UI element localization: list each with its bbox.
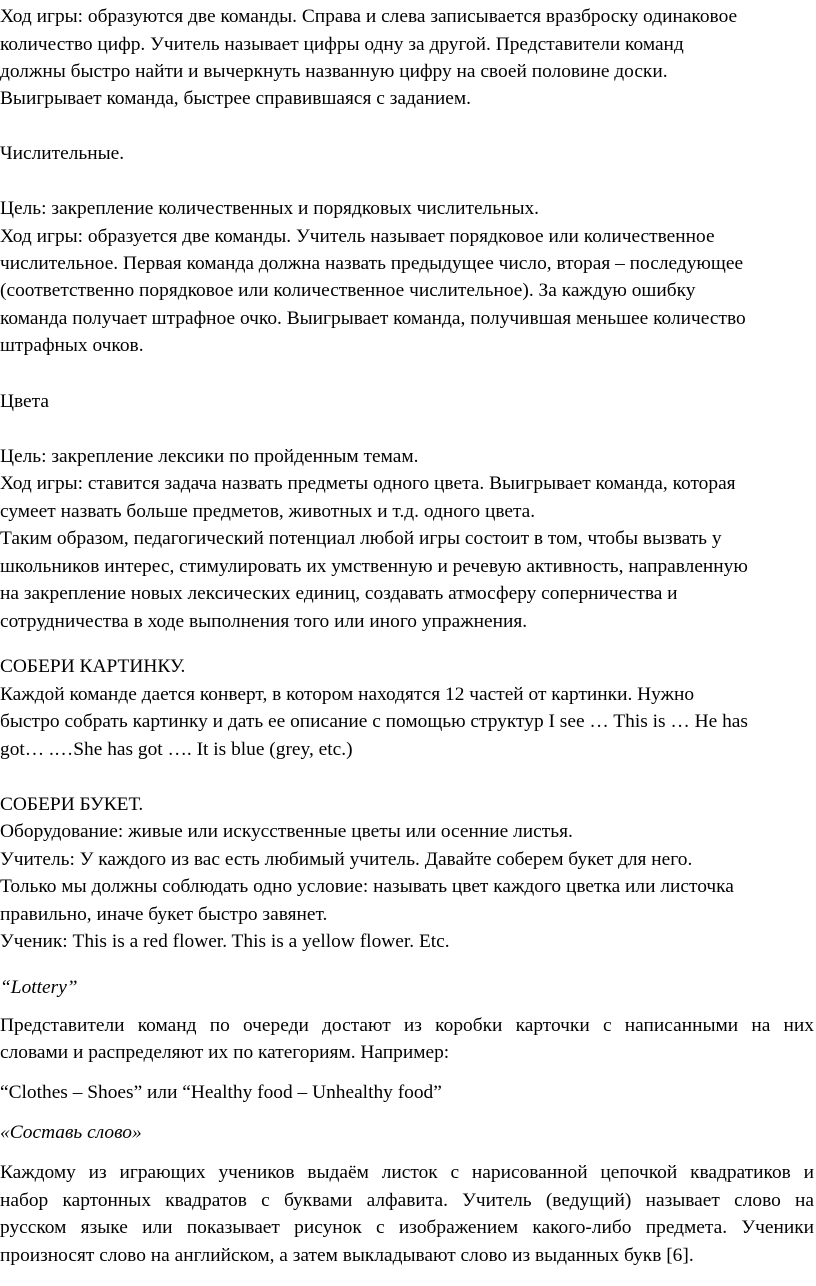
text-line: Учитель: У каждого из вас есть любимый учитель. Давайте соберем букет для него. — [0, 849, 693, 870]
text-line: количество цифр. Учитель называет цифры одну за другой. Представители команд — [0, 34, 684, 55]
text-line: Ход игры: ставится задача назвать предметы одного цвета. Выигрывает команда, которая — [0, 473, 736, 494]
text-line: got… .…She has got …. It is blue (grey, etc.) — [0, 739, 353, 760]
text-line: “Clothes – Shoes” или “Healthy food – Unhealthy food” — [0, 1082, 442, 1103]
text-line: произносят слово на английском, а затем выкладывают слово из выданных букв [6]. — [0, 1245, 694, 1266]
text-line: Цель: закрепление количественных и порядковых числительных. — [0, 198, 540, 219]
text-line: должны быстро найти и вычеркнуть названную цифру на своей половине доски. — [0, 61, 668, 82]
text-line: русском языке или показывает рисунок с изображением какого-либо предмета. Ученики — [0, 1217, 814, 1238]
text-line: Выигрывает команда, быстрее справившаяся с заданием. — [0, 88, 471, 109]
text-line: быстро собрать картинку и дать ее описание с помощью структур I see … This is … He has — [0, 711, 748, 732]
text-line: набор картонных квадратов с буквами алфавита. Учитель (ведущий) называет слово на — [0, 1190, 814, 1211]
text-line: команда получает штрафное очко. Выигрывает команда, получившая меньшее количество — [0, 308, 746, 329]
text-line: Цель: закрепление лексики по пройденным темам. — [0, 446, 419, 467]
text-line: школьников интерес, стимулировать их умственную и речевую активность, направленную — [0, 556, 748, 577]
text-line: (соответственно порядковое или количественное числительное). За каждую ошибку — [0, 280, 696, 301]
text-line: сотрудничества в ходе выполнения того или иного упражнения. — [0, 611, 528, 632]
text-line: сумеет назвать больше предметов, животных и т.д. одного цвета. — [0, 501, 536, 522]
text-line: Цвета — [0, 391, 49, 412]
text-line: Каждой команде дается конверт, в котором находятся 12 частей от картинки. Нужно — [0, 684, 695, 705]
text-line: Ход игры: образуется две команды. Учитель называет порядковое или количественное — [0, 226, 715, 247]
text-line: Числительные. — [0, 143, 125, 164]
text-line: Ученик: This is a red flower. This is a yellow flower. Etc. — [0, 931, 450, 952]
text-line: СОБЕРИ КАРТИНКУ. — [0, 656, 186, 677]
text-line: числительное. Первая команда должна назвать предыдущее число, вторая – последующее — [0, 253, 744, 274]
text-line: штрафных очков. — [0, 335, 144, 356]
text-line: Таким образом, педагогический потенциал любой игры состоит в том, чтобы вызвать у — [0, 528, 722, 549]
text-line: на закрепление новых лексических единиц, создавать атмосферу соперничества и — [0, 583, 678, 604]
text-line: Оборудование: живые или искусственные цветы или осенние листья. — [0, 821, 573, 842]
text-line: словами и распределяют их по категориям. Например: — [0, 1042, 450, 1063]
text-line: “Lottery” — [0, 977, 78, 998]
text-line: Каждому из играющих учеников выдаём листок с нарисованной цепочкой квадратиков и — [0, 1162, 814, 1183]
text-line: Ход игры: образуются две команды. Справа и слева записывается вразброску одинаковое — [0, 6, 738, 27]
text-line: правильно, иначе букет быстро завянет. — [0, 904, 328, 925]
text-line: Только мы должны соблюдать одно условие: называть цвет каждого цветка или листочка — [0, 876, 734, 897]
text-line: Представители команд по очереди достают из коробки карточки с написанными на них — [0, 1015, 814, 1036]
text-line: «Составь слово» — [0, 1122, 142, 1143]
text-line: СОБЕРИ БУКЕТ. — [0, 794, 144, 815]
